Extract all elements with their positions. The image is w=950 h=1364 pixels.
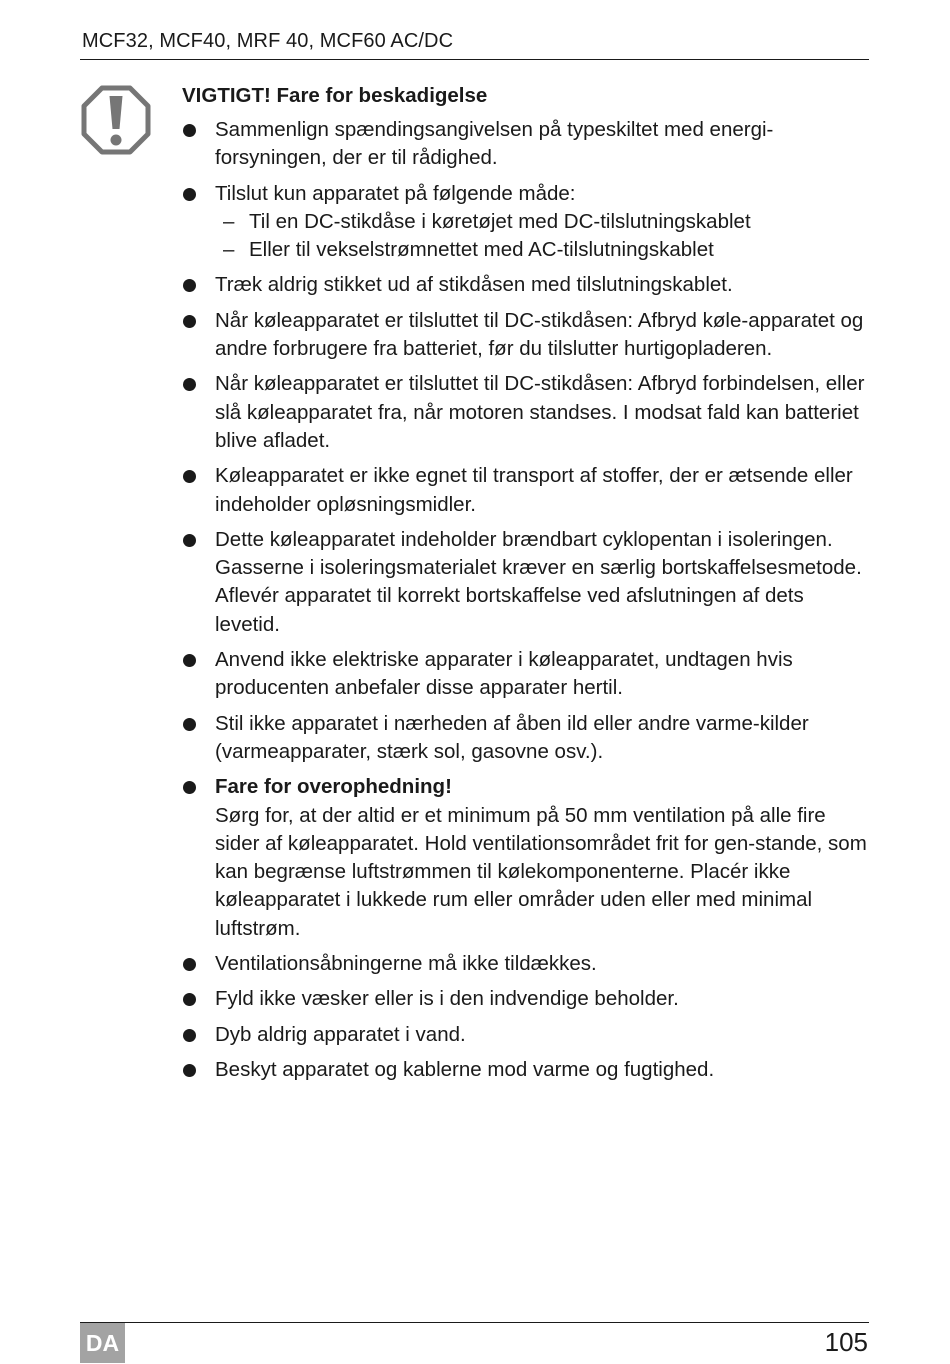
octagon-exclamation-icon <box>80 84 152 156</box>
bullet-icon <box>183 1064 196 1077</box>
list-item <box>182 462 872 519</box>
list-item-text: Stil ikke apparatet i nærheden af åben ild eller andre varme-kilder (varmeapparater, stærk sol, gasovne osv.). <box>215 711 809 763</box>
list-item <box>182 370 872 455</box>
warning-list <box>182 116 872 1084</box>
list-item-text: Ventilationsåbningerne må ikke tildækkes. <box>215 952 597 976</box>
list-item-text: Når køleapparatet er tilsluttet til DC-stikdåsen: Afbryd køle-apparatet og andre forbrugere fra batteriet, før du tilslutter hurtigopladeren. <box>215 308 864 361</box>
bullet-icon <box>183 1029 196 1042</box>
page-number: 105 <box>824 1327 868 1357</box>
bullet-icon <box>183 718 196 731</box>
list-item-text: Beskyt apparatet og kablerne mod varme og fugtighed. <box>215 1057 715 1081</box>
list-item <box>182 710 872 767</box>
list-item-heading: Fare for overophedning! <box>215 775 452 799</box>
bullet-icon <box>183 470 196 483</box>
list-item <box>182 773 872 943</box>
bullet-icon <box>183 378 196 391</box>
list-item-text: Anvend ikke elektriske apparater i køleapparatet, undtagen hvis producenten anbefaler disse apparater hertil. <box>215 648 793 700</box>
bullet-icon <box>183 124 196 137</box>
bullet-icon <box>183 315 196 328</box>
list-item-text: Når køleapparatet er tilsluttet til DC-stikdåsen: Afbryd forbindelsen, eller slå køleapparatet fra, når motoren standses. I modsat fald kan batteriet blive afladet. <box>215 372 865 452</box>
list-item-text: Køleapparatet er ikke egnet til transport af stoffer, der er ætsende eller indeholder opløsningsmidler. <box>215 464 853 516</box>
list-item <box>182 950 872 978</box>
list-item <box>182 180 872 265</box>
list-item <box>182 1056 872 1084</box>
list-item <box>182 1021 872 1049</box>
bullet-icon <box>183 958 196 971</box>
list-item-text: Dyb aldrig apparatet i vand. <box>215 1022 466 1046</box>
sub-list <box>215 208 872 265</box>
dash-icon: – <box>223 209 235 233</box>
list-item-text: Fyld ikke væsker eller is i den indvendige beholder. <box>215 987 679 1011</box>
list-item-text: Træk aldrig stikket ud af stikdåsen med tilslutningskablet. <box>215 273 733 297</box>
bullet-icon <box>183 993 196 1006</box>
document-title: MCF32, MCF40, MRF 40, MCF60 AC/DC <box>82 30 454 52</box>
bullet-icon <box>183 188 196 201</box>
footer-divider <box>80 1322 869 1323</box>
sub-list-item-text: Eller til vekselstrømnettet med AC-tilslutningskablet <box>249 238 714 262</box>
list-item-text: Tilslut kun apparatet på følgende måde: <box>215 181 576 205</box>
list-item-text: Sammenlign spændingsangivelsen på typeskiltet med energi-forsyningen, der er til rådighed. <box>215 118 774 170</box>
bullet-icon <box>183 534 196 547</box>
bullet-icon <box>183 279 196 292</box>
list-item <box>182 985 872 1013</box>
warning-title: VIGTIGT! Fare for beskadigelse <box>182 84 488 107</box>
list-item <box>182 271 872 299</box>
bullet-icon <box>183 654 196 667</box>
list-item <box>182 646 872 703</box>
list-item-text: Dette køleapparatet indeholder brændbart cyklopentan i isoleringen. Gasserne i isoleringsmaterialet kræver en særlig bortskaffelsesmetode. Aflevér apparatet til korrekt bortskaffelse ved afslutningen af dets levetid. <box>215 527 862 636</box>
dash-icon: – <box>223 238 235 262</box>
sub-list-item <box>215 208 872 236</box>
warning-section <box>182 82 872 1091</box>
sub-list-item-text: Til en DC-stikdåse i køretøjet med DC-tilslutningskablet <box>249 209 751 233</box>
list-item <box>182 307 872 364</box>
list-item <box>182 526 872 639</box>
language-badge: DA <box>80 1323 125 1363</box>
list-item <box>182 116 872 173</box>
header-divider <box>80 59 869 60</box>
list-item-text: Sørg for, at der altid er et minimum på 50 mm ventilation på alle fire sider af køleapparatet. Hold ventilationsområdet frit for gen-stande, som kan begrænse luftstrømmen til kølekomponenterne. Placér ikke køleapparatet i lukkede rum eller områder uden eller med minimal luftstrøm. <box>215 803 867 940</box>
bullet-icon <box>183 781 196 794</box>
sub-list-item <box>215 236 872 264</box>
